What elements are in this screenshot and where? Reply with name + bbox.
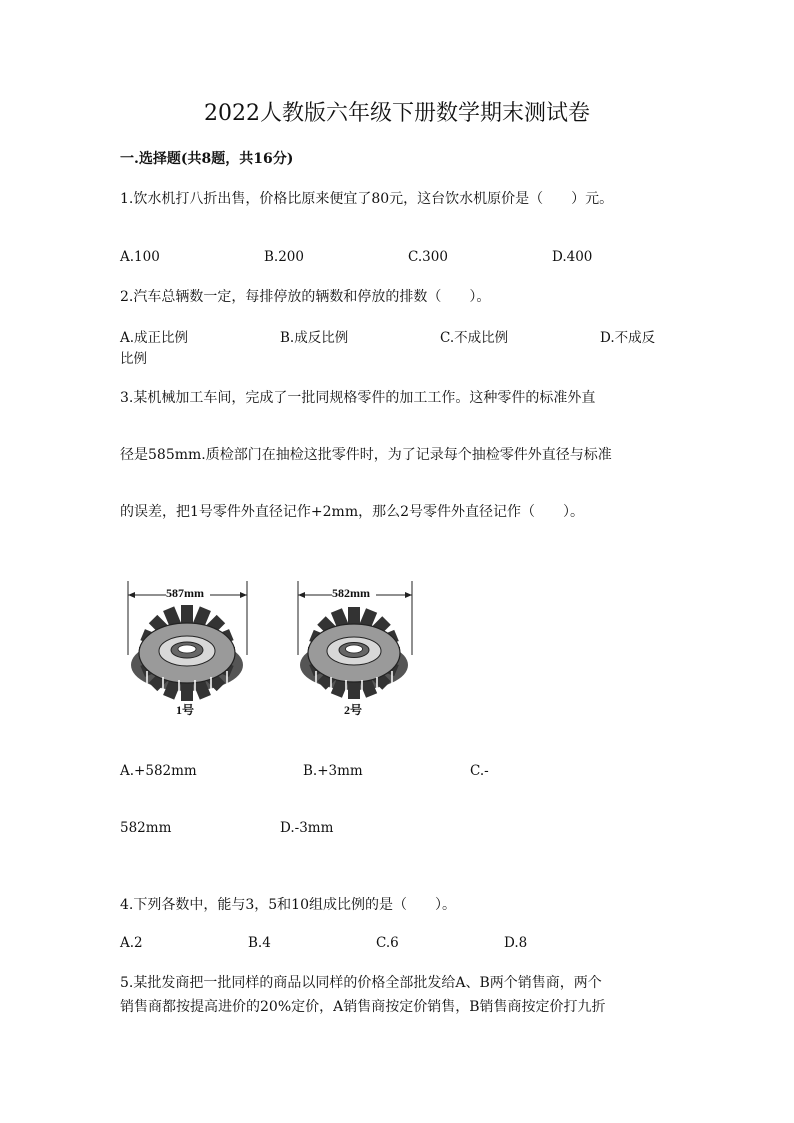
question-1-option-c: C.300 — [408, 249, 448, 265]
gear-2-figure — [290, 575, 420, 720]
question-1-text: 1.饮水机打八折出售，价格比原来便宜了80元，这台饮水机原价是（ ）元。 — [120, 191, 614, 207]
question-3-option-a: A.+582mm — [120, 763, 197, 779]
question-4-option-a: A.2 — [120, 935, 143, 951]
question-2-text: 2.汽车总辆数一定，每排停放的辆数和停放的排数（ ）。 — [120, 289, 491, 305]
question-5-line-1: 5.某批发商把一批同样的商品以同样的价格全部批发给A、B两个销售商，两个 — [120, 975, 602, 991]
question-3-option-c: C.- — [470, 763, 489, 779]
question-2-option-b: B.成反比例 — [280, 330, 349, 346]
question-2-option-a: A.成正比例 — [120, 330, 189, 346]
question-1-option-a: A.100 — [120, 249, 160, 265]
question-5-line-2: 销售商都按提高进价的20%定价，A销售商按定价销售，B销售商按定价打九折 — [120, 999, 606, 1015]
gear-1-dimension: 587mm — [166, 586, 204, 600]
question-2-option-c: C.不成比例 — [440, 330, 509, 346]
question-1-option-d: D.400 — [552, 249, 593, 265]
question-4-option-b: B.4 — [248, 935, 271, 951]
question-3-option-b: B.+3mm — [303, 763, 363, 779]
question-3-option-d: D.-3mm — [280, 820, 334, 836]
question-3-option-wrap: 582mm — [120, 820, 172, 836]
gear-2-label: 2号 — [344, 703, 363, 717]
question-2-option-d: D.不成反 — [600, 330, 656, 346]
gear-1-label: 1号 — [176, 703, 195, 717]
question-2-option-wrap: 比例 — [120, 351, 147, 367]
question-4-option-d: D.8 — [504, 935, 528, 951]
question-4-text: 4.下列各数中，能与3，5和10组成比例的是（ ）。 — [120, 897, 456, 913]
question-3-line-2: 径是585mm.质检部门在抽检这批零件时，为了记录每个抽检零件外直径与标准 — [120, 447, 612, 463]
question-3-line-3: 的误差，把1号零件外直径记作+2mm，那么2号零件外直径记作（ ）。 — [120, 504, 585, 520]
question-4-option-c: C.6 — [376, 935, 399, 951]
question-1-option-b: B.200 — [264, 249, 304, 265]
gear-1-figure — [120, 575, 255, 720]
page-title: 2022人教版六年级下册数学期末测试卷 — [204, 101, 590, 126]
question-3-line-1: 3.某机械加工车间，完成了一批同规格零件的加工工作。这种零件的标准外直 — [120, 390, 596, 406]
section-header: 一.选择题(共8题，共16分) — [120, 151, 294, 167]
gear-2-dimension: 582mm — [332, 586, 370, 600]
